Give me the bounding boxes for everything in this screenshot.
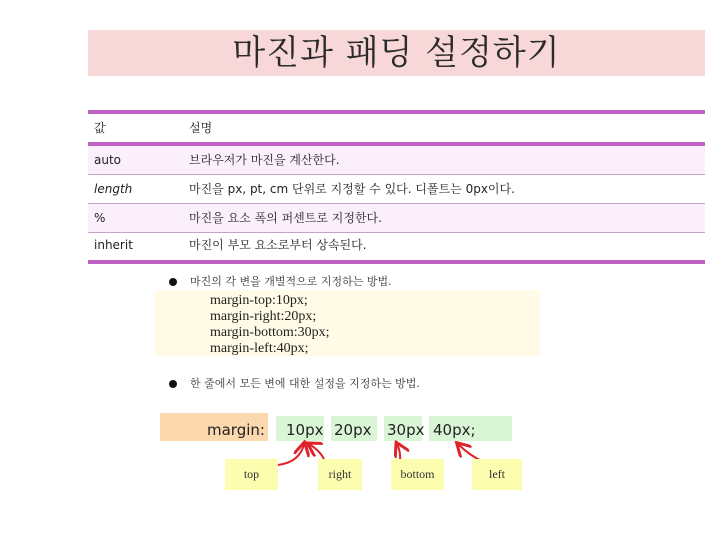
header-description: 설명 [189, 121, 213, 135]
label-left: left [472, 459, 522, 490]
arrow-top-icon [278, 444, 304, 465]
page-title: 마진과 패딩 설정하기 [232, 33, 561, 73]
row-value: inherit [94, 238, 133, 252]
code-line: margin-top:10px; [210, 293, 308, 308]
label-top: top [225, 459, 278, 490]
row-description: 마진을 px, pt, cm 단위로 지정할 수 있다. 디폴트는 0px이다. [189, 182, 515, 196]
row-description: 브라우저가 마진을 계산한다. [189, 153, 340, 167]
bullet-text: 마진의 각 변을 개별적으로 지정하는 방법. [190, 275, 392, 288]
row-value: auto [94, 153, 122, 167]
row-value: length [94, 182, 133, 196]
label-bottom: bottom [391, 459, 444, 490]
code-line: margin-right:20px; [210, 309, 317, 324]
row-description: 마진이 부모 요소로부터 상속된다. [189, 238, 367, 252]
code-line: margin-bottom:30px; [210, 325, 330, 340]
shorthand-value-right: 20px [334, 421, 372, 439]
header-value: 값 [94, 121, 106, 135]
shorthand-value-bottom: 30px [387, 421, 425, 439]
row-value: % [94, 211, 106, 225]
shorthand-keyword: margin: [207, 421, 265, 439]
bullet-text: 한 줄에서 모든 변에 대한 설정을 지정하는 방법. [190, 377, 420, 390]
shorthand-value-left: 40px; [433, 421, 476, 439]
code-line: margin-left:40px; [210, 341, 309, 356]
row-description: 마진을 요소 폭의 퍼센트로 지정한다. [189, 211, 382, 225]
label-right: right [318, 459, 362, 490]
shorthand-value-top: 10px [286, 421, 324, 439]
